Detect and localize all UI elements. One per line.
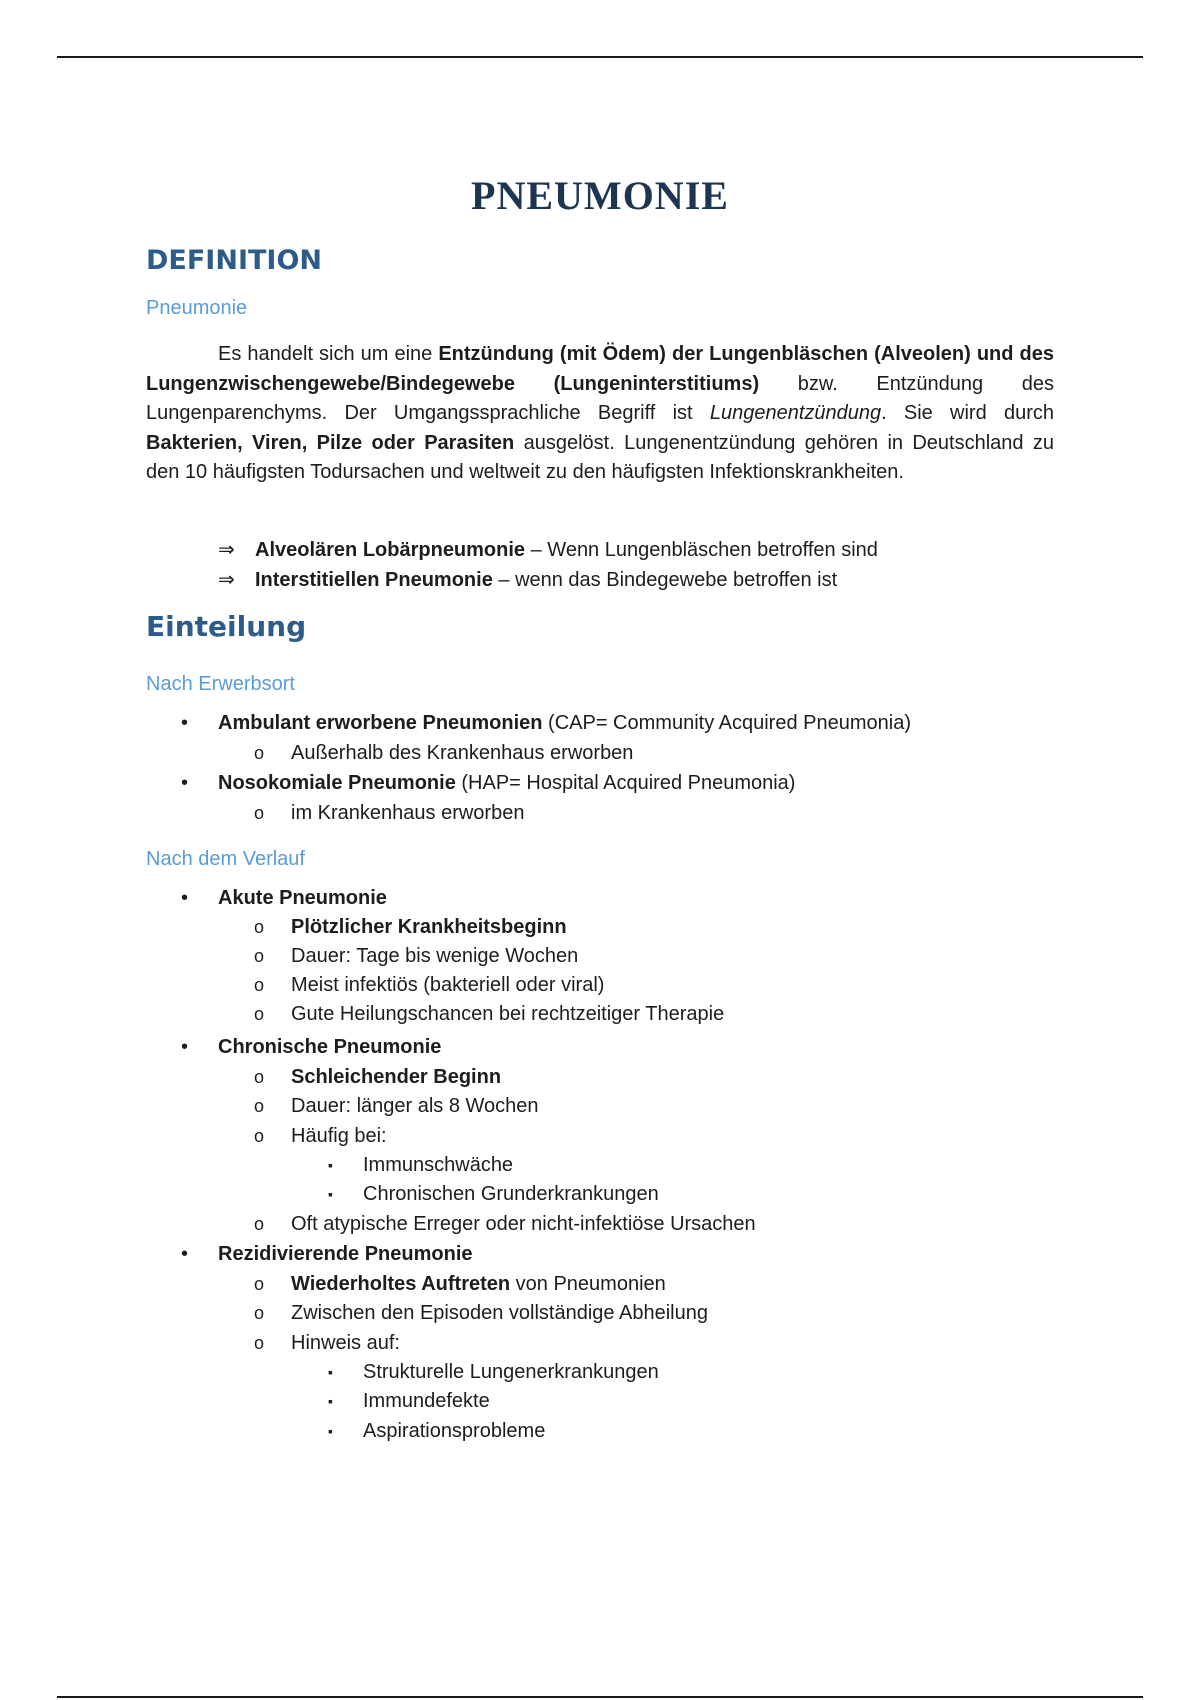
bottom-rule (57, 1696, 1143, 1698)
list-item: • Akute Pneumonie (218, 884, 387, 913)
circle-bullet-icon: o (254, 946, 265, 966)
top-rule (57, 56, 1143, 58)
list-item: ▪ Aspirationsprobleme (363, 1417, 545, 1446)
bullet-icon: • (181, 772, 189, 794)
list-item: o Dauer: Tage bis wenige Wochen (291, 942, 578, 971)
list-item: ▪ Chronischen Grunderkrankungen (363, 1180, 659, 1209)
list-item: • Ambulant erworbene Pneumonien (CAP= Community Acquired Pneumonia) (218, 709, 911, 738)
definition-paragraph: Es handelt sich um eine Entzündung (mit Ödem) der Lungenbläschen (Alveolen) und des Lungenzwischengewebe/Bindegewebe (Lungeninterstitiums) bzw. Entzündung des Lungenparenchyms. Der Umgangssprachliche Begriff ist Lungenentzündung. Sie wird durch Bakterien, Viren, Pilze oder Parasiten ausgelöst. Lungenentzündung gehören in Deutschland zu den 10 häufigsten Todursachen und weltweit zu den häufigsten Infektionskrankheiten. (146, 343, 1054, 483)
bullet-icon: • (181, 1036, 189, 1058)
list-item: o Wiederholtes Auftreten von Pneumonien (291, 1270, 666, 1299)
list-item: o Meist infektiös (bakteriell oder viral) (291, 971, 604, 1000)
circle-bullet-icon: o (254, 743, 265, 763)
verlauf-subheading: Nach dem Verlauf (146, 848, 305, 870)
list-item: • Rezidivierende Pneumonie (218, 1240, 473, 1269)
list-item: o Schleichender Beginn (291, 1063, 501, 1092)
list-item: ▪ Immundefekte (363, 1387, 490, 1416)
circle-bullet-icon: o (254, 803, 265, 823)
circle-bullet-icon: o (254, 1303, 265, 1323)
page-title: PNEUMONIE (471, 173, 729, 218)
arrow-icon: ⇒ (218, 539, 235, 561)
bullet-icon: • (181, 887, 189, 909)
list-item: o im Krankenhaus erworben (291, 799, 524, 828)
circle-bullet-icon: o (254, 917, 265, 937)
square-bullet-icon: ▪ (328, 1364, 333, 1380)
circle-bullet-icon: o (254, 1214, 265, 1234)
list-item: o Gute Heilungschancen bei rechtzeitiger Therapie (291, 1000, 724, 1029)
square-bullet-icon: ▪ (328, 1157, 333, 1173)
circle-bullet-icon: o (254, 975, 265, 995)
bullet-icon: • (181, 1243, 189, 1265)
list-item: o Dauer: länger als 8 Wochen (291, 1092, 539, 1121)
bullet-icon: • (181, 712, 189, 734)
list-item: o Häufig bei: (291, 1122, 387, 1151)
arrow-icon: ⇒ (218, 569, 235, 591)
list-item: ▪ Immunschwäche (363, 1151, 513, 1180)
circle-bullet-icon: o (254, 1067, 265, 1087)
circle-bullet-icon: o (254, 1333, 265, 1353)
square-bullet-icon: ▪ (328, 1393, 333, 1409)
list-item: ▪ Strukturelle Lungenerkrankungen (363, 1358, 659, 1387)
list-item: o Oft atypische Erreger oder nicht-infektiöse Ursachen (291, 1210, 756, 1239)
arrow-item: ⇒ Alveolären Lobärpneumonie – Wenn Lungenbläschen betroffen sind (218, 535, 878, 565)
einteilung-heading: Einteilung (146, 610, 307, 643)
circle-bullet-icon: o (254, 1004, 265, 1024)
list-item: o Zwischen den Episoden vollständige Abheilung (291, 1299, 708, 1328)
list-item: • Nosokomiale Pneumonie (HAP= Hospital Acquired Pneumonia) (218, 769, 795, 798)
arrow-item: ⇒ Interstitiellen Pneumonie – wenn das Bindegewebe betroffen ist (218, 565, 837, 595)
list-item: o Plötzlicher Krankheitsbeginn (291, 913, 567, 942)
square-bullet-icon: ▪ (328, 1423, 333, 1439)
circle-bullet-icon: o (254, 1274, 265, 1294)
circle-bullet-icon: o (254, 1126, 265, 1146)
list-item: • Chronische Pneumonie (218, 1033, 441, 1062)
definition-subheading: Pneumonie (146, 297, 248, 319)
list-item: o Hinweis auf: (291, 1329, 400, 1358)
square-bullet-icon: ▪ (328, 1186, 333, 1202)
erwerbsort-subheading: Nach Erwerbsort (146, 673, 295, 695)
circle-bullet-icon: o (254, 1096, 265, 1116)
definition-heading: DEFINITION (146, 245, 323, 276)
list-item: o Außerhalb des Krankenhaus erworben (291, 739, 633, 768)
